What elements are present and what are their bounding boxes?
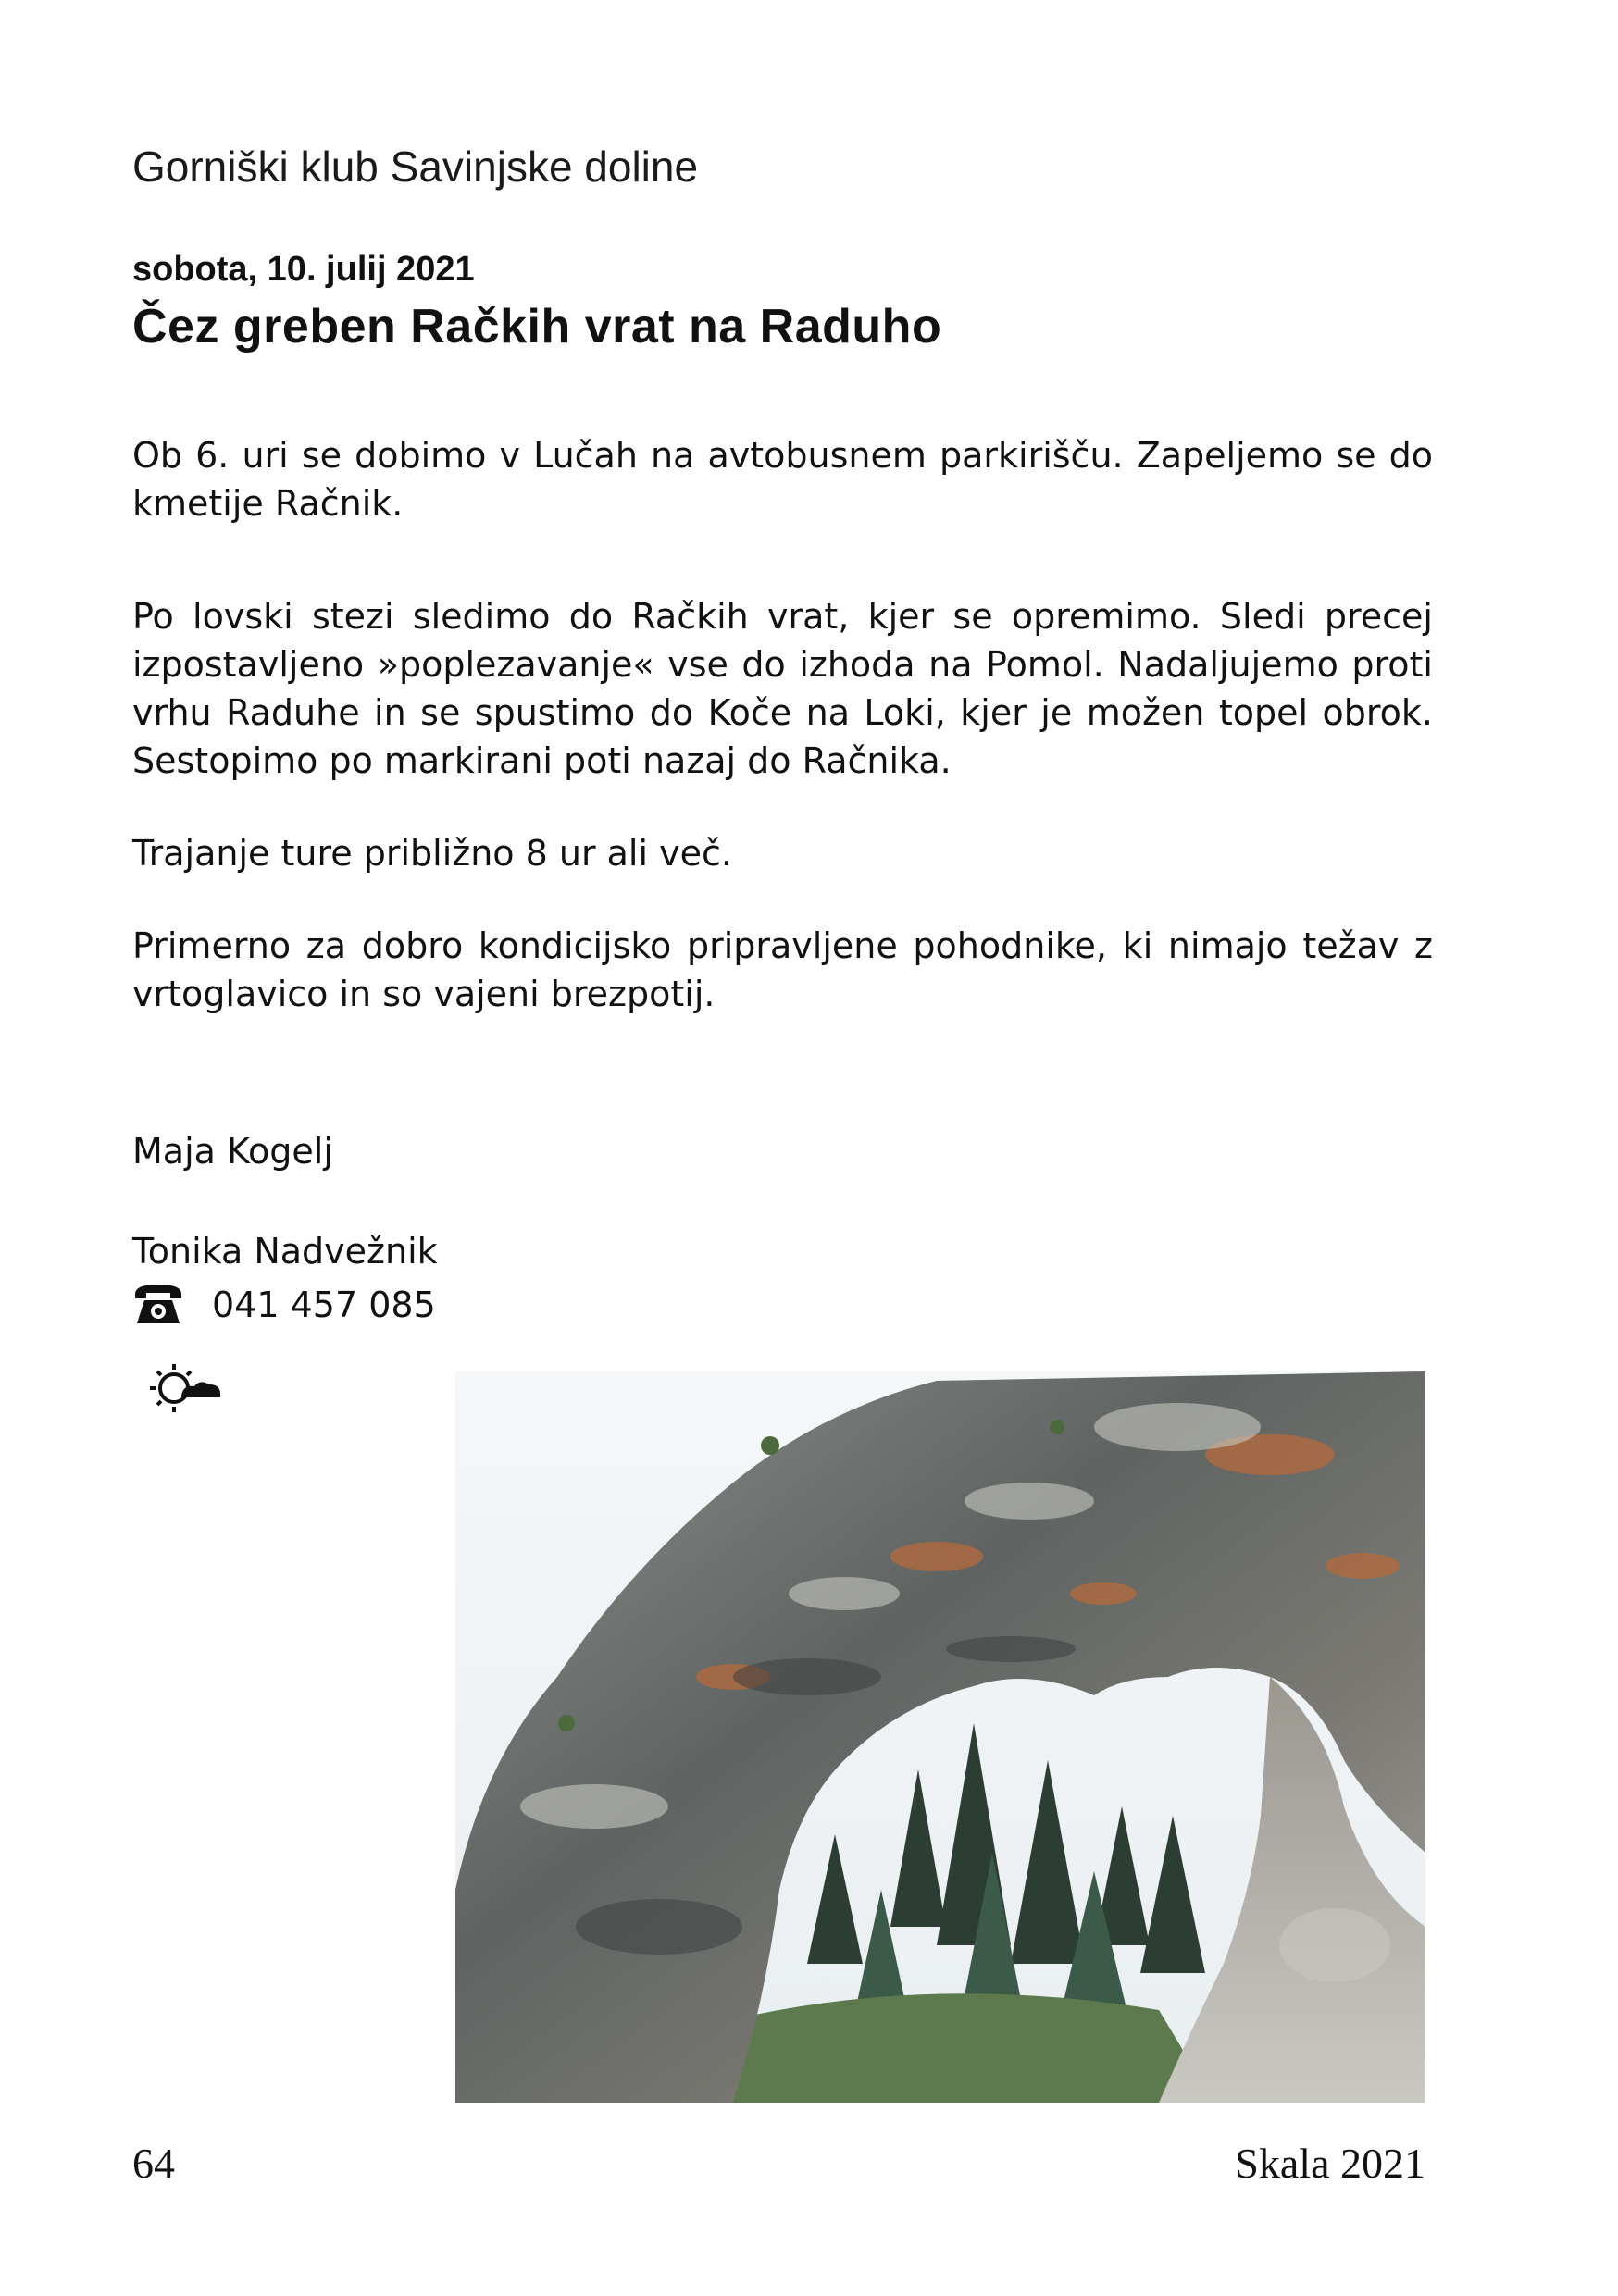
event-title: Čez greben Račkih vrat na Raduho [132,300,942,354]
telephone-icon [132,1281,184,1329]
paragraph-suitability: Primerno za dobro kondicijsko pripravljene pohodnike, ki nimajo težav z vrtoglavico in so vajeni brezpotij. [132,925,1433,1014]
event-date: sobota, 10. julij 2021 [132,250,475,289]
phone-number[interactable]: 041 457 085 [212,1285,436,1325]
sun-cloud-icon [148,1359,224,1416]
publication-title: Skala 2021 [1235,2140,1425,2187]
phone-row [132,1277,436,1333]
leader-name-2: Tonika Nadvežnik [132,1231,438,1272]
club-name: Gorniški klub Savinjske doline [132,143,699,191]
paragraph-duration: Trajanje ture približno 8 ur ali več. [132,833,732,874]
page-number: 64 [132,2140,175,2187]
leader-name-1: Maja Kogelj [132,1131,333,1172]
paragraph-route: Po lovski stezi sledimo do Račkih vrat, kjer se opremimo. Sledi precej izpostavljeno »poplezavanje« vse do izhoda na Pomol. Nadaljujemo proti vrhu Raduhe in se spustimo do Koče na Loki, kjer je možen topel obrok. Sestopimo po markirani poti nazaj do Račnika. [132,596,1433,781]
rock-arch-photo [455,1371,1425,2103]
paragraph-meeting: Ob 6. uri se dobimo v Lučah na avtobusnem parkirišču. Zapeljemo se do kmetije Račnik. [132,435,1433,524]
